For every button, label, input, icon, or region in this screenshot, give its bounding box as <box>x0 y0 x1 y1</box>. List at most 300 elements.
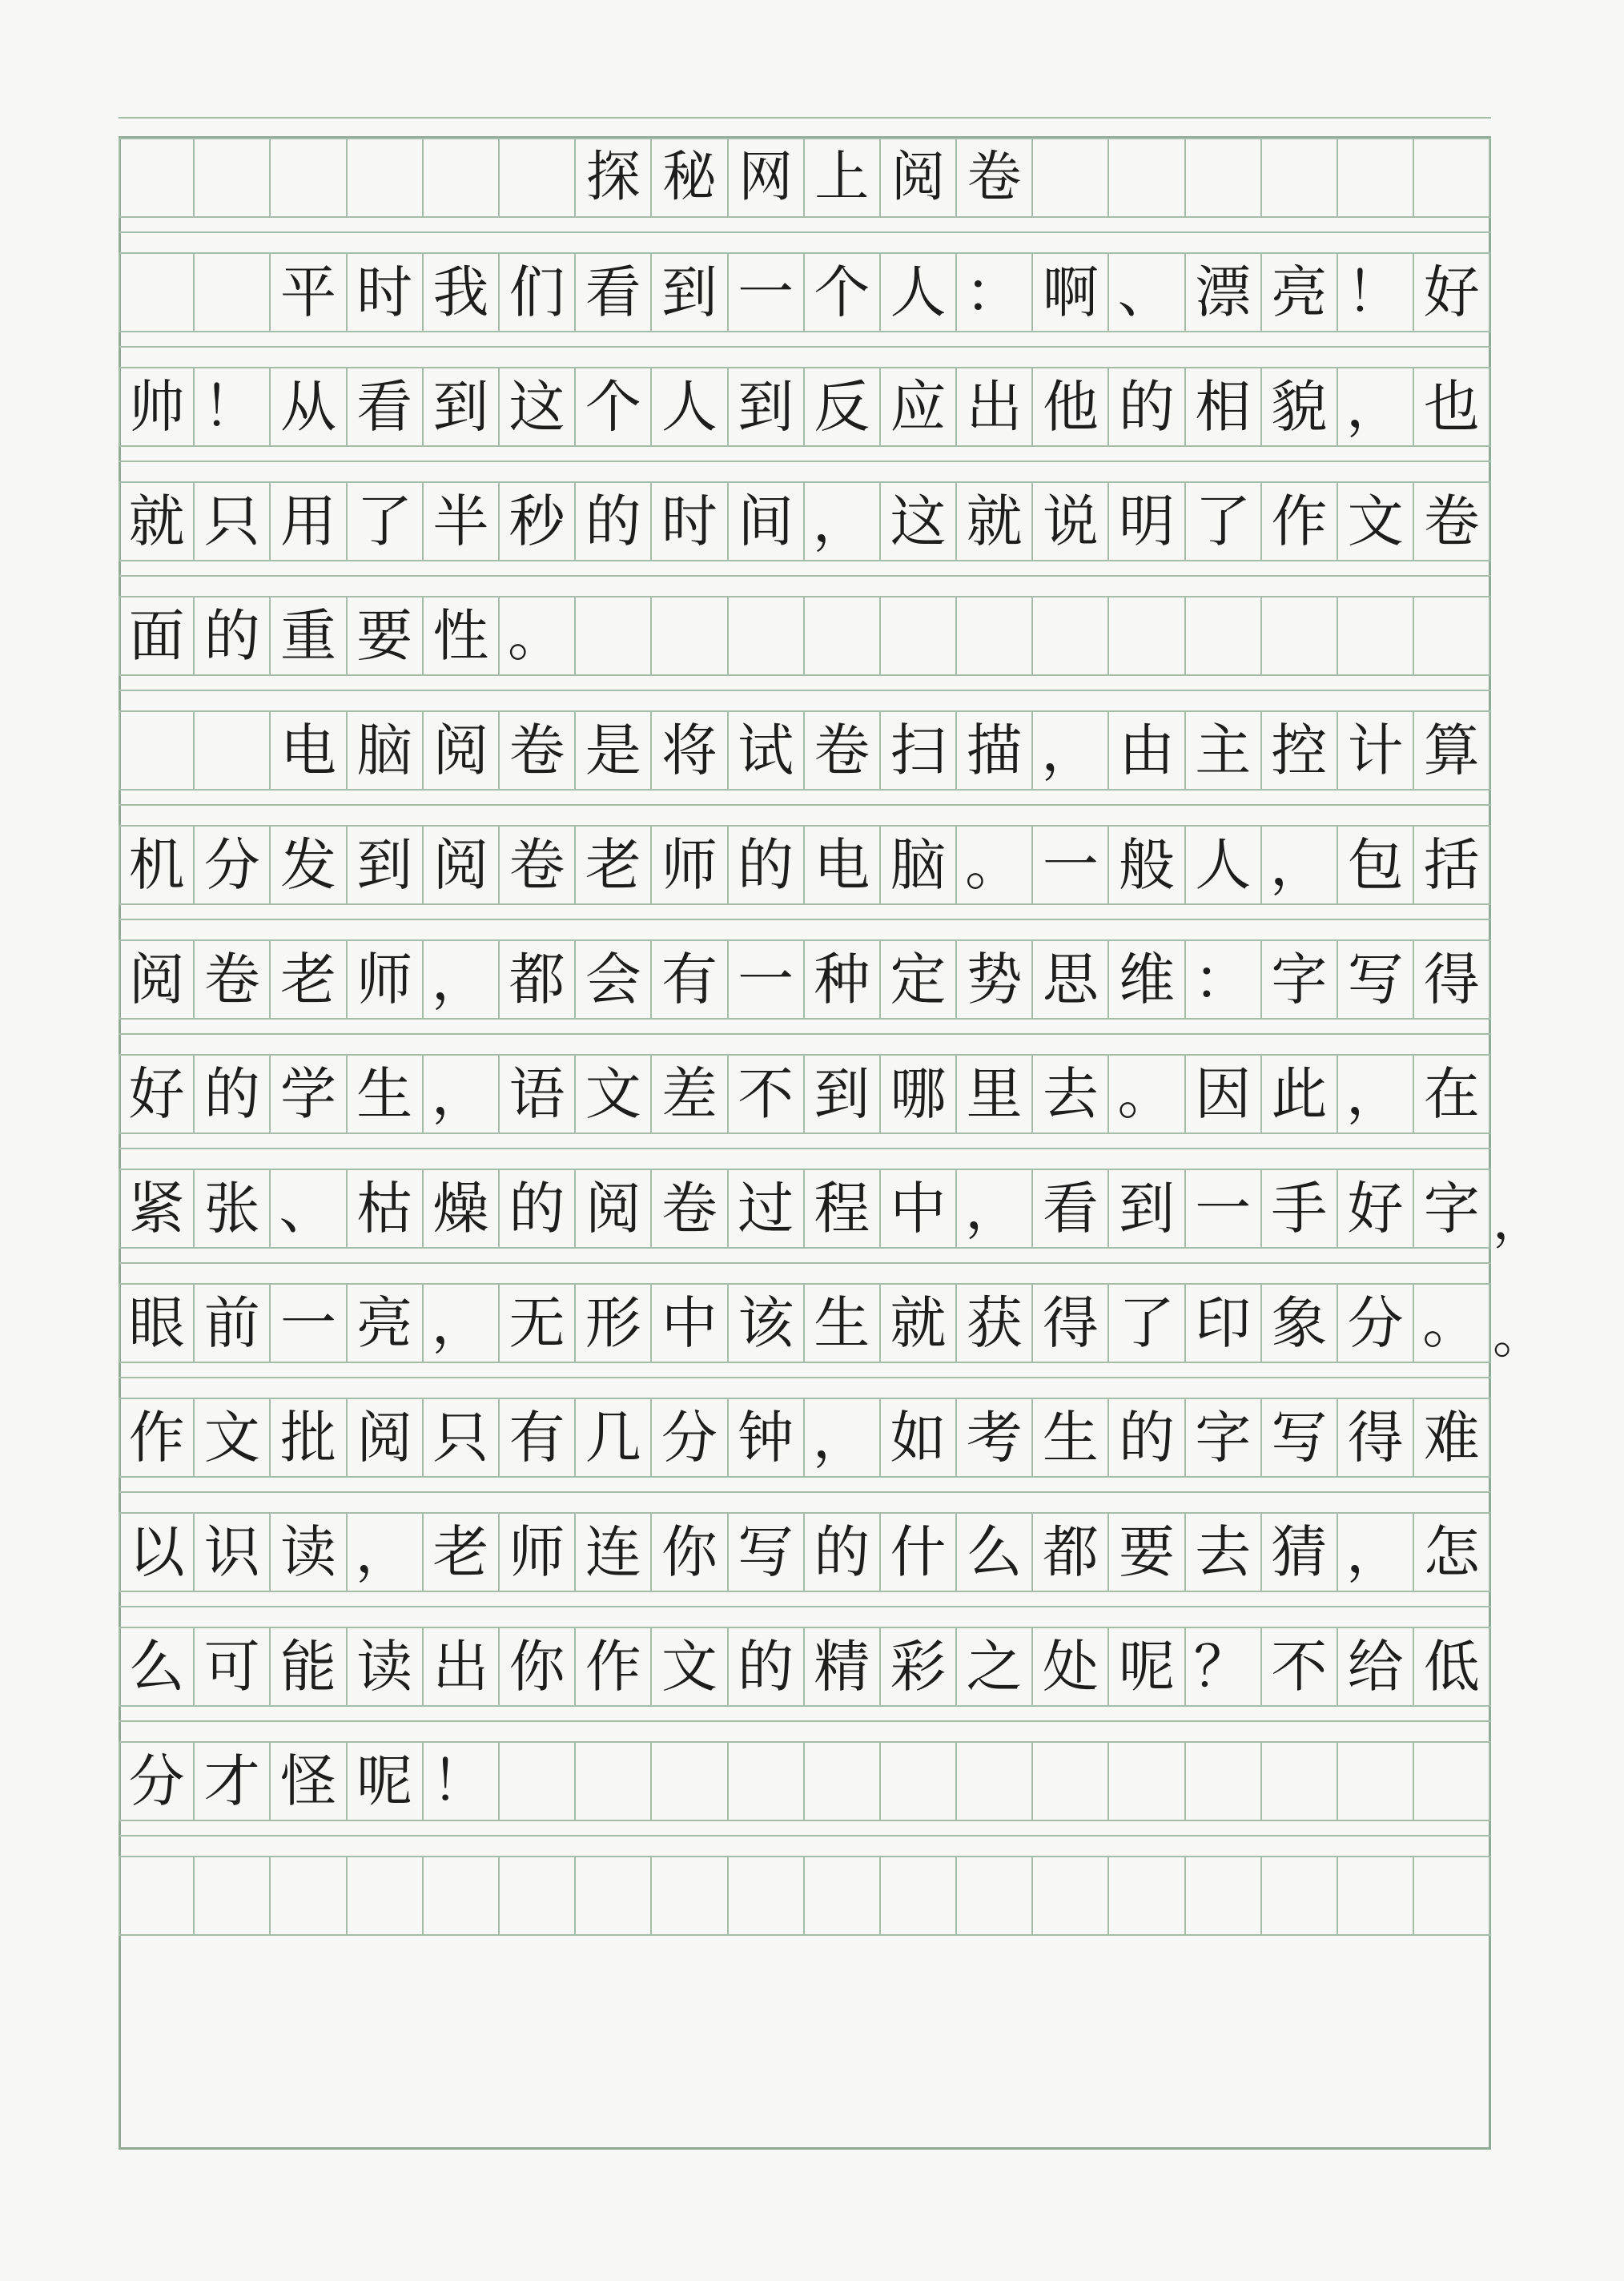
grid-cell <box>1033 596 1109 676</box>
grid-cell: 帅 <box>119 367 195 447</box>
grid-cell: 过 <box>729 1169 805 1249</box>
grid-cell <box>881 1741 957 1821</box>
grid-cell: ， <box>424 939 500 1020</box>
grid-cell: ？ <box>1186 1627 1262 1707</box>
grid-cell: 到 <box>805 1054 881 1134</box>
grid-row <box>119 481 1491 561</box>
grid-cell: 脑 <box>881 825 957 905</box>
grid-cell: ， <box>1262 825 1338 905</box>
grid-cell: 人 <box>1186 825 1262 905</box>
grid-cell: 到 <box>348 825 424 905</box>
grid-cell: 卷 <box>500 825 576 905</box>
grid-cell <box>1033 1856 1109 1936</box>
grid-cell: 到 <box>1109 1169 1185 1249</box>
grid-cell: 这 <box>881 481 957 561</box>
grid-cell: 他 <box>1033 367 1109 447</box>
grid-cell: 写 <box>729 1512 805 1592</box>
grid-cell <box>729 1741 805 1821</box>
grid-row <box>119 1054 1491 1134</box>
grid-cell: 。 <box>957 825 1033 905</box>
grid-cell: 包 <box>1338 825 1414 905</box>
grid-cell: 以 <box>119 1512 195 1592</box>
grid-cell <box>1338 596 1414 676</box>
grid-cell: 阅 <box>119 939 195 1020</box>
grid-cell: 有 <box>500 1398 576 1478</box>
grid-cell: 难 <box>1414 1398 1490 1478</box>
grid-row <box>119 252 1491 332</box>
grid-cell <box>729 1856 805 1936</box>
grid-cell <box>1033 1741 1109 1821</box>
title-char-cell: 阅 <box>881 138 957 218</box>
grid-cell <box>1414 1856 1490 1936</box>
grid-cell: 么 <box>957 1512 1033 1592</box>
grid-row <box>119 825 1491 905</box>
title-char-cell <box>119 138 195 218</box>
grid-cell: 卷 <box>500 710 576 791</box>
grid-cell <box>957 596 1033 676</box>
grid-cell: 一 <box>729 939 805 1020</box>
grid-cell: 卷 <box>195 939 271 1020</box>
grid-cell: 怪 <box>271 1741 347 1821</box>
grid-cell: 种 <box>805 939 881 1020</box>
grid-cell: 里 <box>957 1054 1033 1134</box>
grid-cell: 好 <box>1414 252 1490 332</box>
title-char-cell: 卷 <box>957 138 1033 218</box>
grid-cell: 学 <box>271 1054 347 1134</box>
grid-cell: 也 <box>1414 367 1490 447</box>
grid-cell: 好 <box>1338 1169 1414 1249</box>
grid-cell: 彩 <box>881 1627 957 1707</box>
grid-cell: 读 <box>348 1627 424 1707</box>
grid-cell: 分 <box>1338 1283 1414 1363</box>
grid-cell: 文 <box>195 1398 271 1478</box>
grid-cell: ， <box>1338 1054 1414 1134</box>
grid-cell: 一 <box>1033 825 1109 905</box>
grid-cell <box>957 1741 1033 1821</box>
grid-cell: 得 <box>1338 1398 1414 1478</box>
grid-cell: 呢 <box>348 1741 424 1821</box>
grid-cell: 写 <box>1262 1398 1338 1478</box>
grid-cell <box>1109 1741 1185 1821</box>
grid-cell: 差 <box>652 1054 728 1134</box>
grid-cell: 主 <box>1186 710 1262 791</box>
grid-cell <box>652 596 728 676</box>
margin-overflow-punctuation: 。 <box>1493 1306 1544 1366</box>
grid-cell: 维 <box>1109 939 1185 1020</box>
grid-row <box>119 1512 1491 1592</box>
grid-cell: 反 <box>805 367 881 447</box>
grid-cell: 紧 <box>119 1169 195 1249</box>
grid-cell: 看 <box>1033 1169 1109 1249</box>
grid-cell: 都 <box>1033 1512 1109 1592</box>
title-char-cell <box>195 138 271 218</box>
grid-cell <box>1338 1741 1414 1821</box>
grid-cell: 出 <box>957 367 1033 447</box>
grid-cell <box>1414 596 1490 676</box>
grid-cell: 就 <box>881 1283 957 1363</box>
grid-cell: 手 <box>1262 1169 1338 1249</box>
grid-cell: 什 <box>881 1512 957 1592</box>
grid-cell <box>1186 1856 1262 1936</box>
grid-cell: 一 <box>729 252 805 332</box>
grid-cell <box>271 1856 347 1936</box>
grid-cell: 将 <box>652 710 728 791</box>
grid-cell: 能 <box>271 1627 347 1707</box>
grid-cell: 电 <box>271 710 347 791</box>
grid-cell: 生 <box>805 1283 881 1363</box>
grid-row <box>119 1398 1491 1478</box>
grid-cell: 印 <box>1186 1283 1262 1363</box>
grid-cell: 的 <box>1109 1398 1185 1478</box>
grid-cell: 半 <box>424 481 500 561</box>
grid-cell: 就 <box>119 481 195 561</box>
grid-cell: 扫 <box>881 710 957 791</box>
grid-cell: 到 <box>424 367 500 447</box>
grid-cell: 只 <box>195 481 271 561</box>
grid-cell: 们 <box>500 252 576 332</box>
margin-overflow-punctuation: ， <box>1493 1192 1544 1251</box>
grid-cell: 了 <box>1186 481 1262 561</box>
grid-cell: 卷 <box>652 1169 728 1249</box>
grid-cell: 枯 <box>348 1169 424 1249</box>
grid-cell: ！ <box>195 367 271 447</box>
title-char-cell <box>348 138 424 218</box>
grid-cell: 因 <box>1186 1054 1262 1134</box>
grid-cell: 阅 <box>348 1398 424 1478</box>
grid-cell: ， <box>1338 1512 1414 1592</box>
grid-cell: 程 <box>805 1169 881 1249</box>
grid-cell <box>652 1856 728 1936</box>
grid-row <box>119 596 1491 676</box>
grid-cell: 老 <box>424 1512 500 1592</box>
grid-cell: ， <box>957 1169 1033 1249</box>
grid-cell: 字 <box>1414 1169 1490 1249</box>
grid-cell <box>119 710 195 791</box>
grid-cell: 性 <box>424 596 500 676</box>
grid-cell: 张 <box>195 1169 271 1249</box>
grid-cell: 人 <box>881 252 957 332</box>
grid-cell <box>1186 596 1262 676</box>
grid-cell: 会 <box>576 939 652 1020</box>
grid-cell: 的 <box>1109 367 1185 447</box>
grid-cell <box>652 1741 728 1821</box>
grid-cell: 的 <box>805 1512 881 1592</box>
grid-cell: 我 <box>424 252 500 332</box>
grid-cell: 个 <box>805 252 881 332</box>
grid-row <box>119 1856 1491 1936</box>
grid-cell: 生 <box>348 1054 424 1134</box>
grid-cell: ， <box>805 1398 881 1478</box>
grid-cell <box>348 1856 424 1936</box>
grid-cell: 的 <box>576 481 652 561</box>
grid-cell <box>1109 596 1185 676</box>
grid-cell: 卷 <box>805 710 881 791</box>
grid-cell: 你 <box>652 1512 728 1592</box>
grid-cell: 老 <box>271 939 347 1020</box>
grid-cell: 相 <box>1186 367 1262 447</box>
grid-cell: 算 <box>1414 710 1490 791</box>
grid-cell: 识 <box>195 1512 271 1592</box>
grid-cell: 都 <box>500 939 576 1020</box>
title-char-cell <box>1414 138 1490 218</box>
grid-cell: 考 <box>957 1398 1033 1478</box>
grid-cell <box>576 1741 652 1821</box>
grid-cell: 要 <box>348 596 424 676</box>
grid-cell: 应 <box>881 367 957 447</box>
grid-cell <box>1414 1741 1490 1821</box>
grid-cell: 猜 <box>1262 1512 1338 1592</box>
grid-cell: 阅 <box>424 710 500 791</box>
title-char-cell: 秘 <box>652 138 728 218</box>
grid-cell <box>500 1741 576 1821</box>
grid-cell: 分 <box>652 1398 728 1478</box>
grid-cell: 无 <box>500 1283 576 1363</box>
grid-cell: 势 <box>957 939 1033 1020</box>
grid-cell: 作 <box>1262 481 1338 561</box>
grid-cell: 。 <box>1414 1283 1490 1363</box>
grid-cell: 机 <box>119 825 195 905</box>
grid-cell: 看 <box>348 367 424 447</box>
grid-cell <box>1186 1741 1262 1821</box>
grid-cell: 的 <box>195 596 271 676</box>
grid-cell: 。 <box>500 596 576 676</box>
grid-cell: 精 <box>805 1627 881 1707</box>
grid-cell: 这 <box>500 367 576 447</box>
title-char-cell <box>1033 138 1109 218</box>
grid-row <box>119 367 1491 447</box>
grid-cell: 可 <box>195 1627 271 1707</box>
grid-cell: 眼 <box>119 1283 195 1363</box>
grid-cell: 面 <box>119 596 195 676</box>
grid-cell <box>195 252 271 332</box>
grid-cell: 读 <box>271 1512 347 1592</box>
grid-cell: 怎 <box>1414 1512 1490 1592</box>
grid-cell: 语 <box>500 1054 576 1134</box>
grid-row <box>119 1169 1491 1249</box>
grid-cell: 连 <box>576 1512 652 1592</box>
grid-cell <box>729 596 805 676</box>
grid-cell: 阅 <box>424 825 500 905</box>
grid-cell <box>1262 1856 1338 1936</box>
grid-cell: 字 <box>1186 1398 1262 1478</box>
grid-cell: 呢 <box>1109 1627 1185 1707</box>
grid-cell: 分 <box>195 825 271 905</box>
grid-cell: 、 <box>271 1169 347 1249</box>
grid-cell: 中 <box>652 1283 728 1363</box>
grid-cell: 之 <box>957 1627 1033 1707</box>
grid-cell: 亮 <box>348 1283 424 1363</box>
grid-cell: 就 <box>957 481 1033 561</box>
grid-cell <box>119 252 195 332</box>
grid-cell: 得 <box>1414 939 1490 1020</box>
grid-cell: 几 <box>576 1398 652 1478</box>
grid-cell: 一 <box>271 1283 347 1363</box>
grid-cell: 形 <box>576 1283 652 1363</box>
grid-cell: 人 <box>652 367 728 447</box>
grid-cell: 处 <box>1033 1627 1109 1707</box>
grid-cell: 师 <box>652 825 728 905</box>
title-char-cell <box>1109 138 1185 218</box>
grid-cell <box>881 596 957 676</box>
grid-cell: 老 <box>576 825 652 905</box>
grid-row <box>119 710 1491 791</box>
grid-cell: 象 <box>1262 1283 1338 1363</box>
grid-cell: 文 <box>1338 481 1414 561</box>
title-row <box>119 138 1491 218</box>
title-char-cell <box>1186 138 1262 218</box>
grid-cell: 字 <box>1262 939 1338 1020</box>
grid-cell: 低 <box>1414 1627 1490 1707</box>
grid-cell: 才 <box>195 1741 271 1821</box>
grid-cell: 计 <box>1338 710 1414 791</box>
grid-cell <box>195 1856 271 1936</box>
grid-cell <box>424 1856 500 1936</box>
grid-cell <box>957 1856 1033 1936</box>
grid-cell: 师 <box>500 1512 576 1592</box>
grid-cell: 哪 <box>881 1054 957 1134</box>
grid-cell: 此 <box>1262 1054 1338 1134</box>
grid-cell: 给 <box>1338 1627 1414 1707</box>
grid-cell: 明 <box>1109 481 1185 561</box>
title-char-cell: 上 <box>805 138 881 218</box>
grid-cell: 有 <box>652 939 728 1020</box>
grid-cell: 去 <box>1186 1512 1262 1592</box>
grid-cell <box>576 1856 652 1936</box>
grid-cell: 你 <box>500 1627 576 1707</box>
grid-cell: 在 <box>1414 1054 1490 1134</box>
grid-cell: 发 <box>271 825 347 905</box>
grid-cell <box>881 1856 957 1936</box>
grid-cell: 作 <box>576 1627 652 1707</box>
grid-cell: 漂 <box>1186 252 1262 332</box>
grid-cell <box>195 710 271 791</box>
grid-cell: 间 <box>729 481 805 561</box>
grid-cell: ， <box>1338 367 1414 447</box>
grid-row <box>119 1627 1491 1707</box>
grid-cell: 时 <box>652 481 728 561</box>
grid-cell: 由 <box>1109 710 1185 791</box>
grid-cell: 文 <box>576 1054 652 1134</box>
grid-cell: 不 <box>729 1054 805 1134</box>
grid-cell: 该 <box>729 1283 805 1363</box>
grid-cell: 中 <box>881 1169 957 1249</box>
grid-cell: 从 <box>271 367 347 447</box>
grid-cell: 不 <box>1262 1627 1338 1707</box>
grid-cell: ！ <box>424 1741 500 1821</box>
grid-cell: ， <box>348 1512 424 1592</box>
grid-cell: 只 <box>424 1398 500 1478</box>
grid-cell: 括 <box>1414 825 1490 905</box>
title-char-cell: 网 <box>729 138 805 218</box>
grid-row <box>119 939 1491 1020</box>
grid-cell: 试 <box>729 710 805 791</box>
grid-cell: 电 <box>805 825 881 905</box>
grid-cell: ， <box>424 1054 500 1134</box>
grid-cell: 获 <box>957 1283 1033 1363</box>
grid-cell: 控 <box>1262 710 1338 791</box>
grid-cell: 到 <box>729 367 805 447</box>
title-char-cell <box>424 138 500 218</box>
grid-cell <box>805 596 881 676</box>
grid-cell <box>1338 1856 1414 1936</box>
grid-cell <box>1262 596 1338 676</box>
grid-cell: 一 <box>1186 1169 1262 1249</box>
grid-cell: 生 <box>1033 1398 1109 1478</box>
grid-cell <box>500 1856 576 1936</box>
grid-cell: 钟 <box>729 1398 805 1478</box>
grid-cell: 得 <box>1033 1283 1109 1363</box>
grid-cell: 批 <box>271 1398 347 1478</box>
grid-cell: 文 <box>652 1627 728 1707</box>
grid-cell: 貌 <box>1262 367 1338 447</box>
grid-cell: ： <box>1186 939 1262 1020</box>
grid-cell: 写 <box>1338 939 1414 1020</box>
grid-row <box>119 1741 1491 1821</box>
grid-cell: 啊 <box>1033 252 1109 332</box>
grid-cell: 亮 <box>1262 252 1338 332</box>
grid-cell: 个 <box>576 367 652 447</box>
grid-cell: 前 <box>195 1283 271 1363</box>
grid-cell: ， <box>805 481 881 561</box>
grid-cell: 秒 <box>500 481 576 561</box>
grid-cell: 么 <box>119 1627 195 1707</box>
title-char-cell <box>500 138 576 218</box>
grid-cell: 阅 <box>576 1169 652 1249</box>
title-char-cell <box>1262 138 1338 218</box>
grid-cell: 定 <box>881 939 957 1020</box>
grid-cell: 师 <box>348 939 424 1020</box>
grid-cell: 是 <box>576 710 652 791</box>
grid-cell: ！ <box>1338 252 1414 332</box>
grid-cell: 燥 <box>424 1169 500 1249</box>
grid-cell: 说 <box>1033 481 1109 561</box>
grid-cell <box>805 1741 881 1821</box>
title-char-cell <box>1338 138 1414 218</box>
grid-cell: 的 <box>500 1169 576 1249</box>
grid-cell: 的 <box>195 1054 271 1134</box>
grid-cell: 描 <box>957 710 1033 791</box>
grid-cell: 去 <box>1033 1054 1109 1134</box>
grid-cell: 出 <box>424 1627 500 1707</box>
grid-cell: 的 <box>729 1627 805 1707</box>
grid-cell: 卷 <box>1414 481 1490 561</box>
grid-cell: 时 <box>348 252 424 332</box>
grid-cell: 看 <box>576 252 652 332</box>
grid-cell: 思 <box>1033 939 1109 1020</box>
grid-cell: 好 <box>119 1054 195 1134</box>
grid-cell: 要 <box>1109 1512 1185 1592</box>
grid-cell: 、 <box>1109 252 1185 332</box>
grid-cell: 了 <box>1109 1283 1185 1363</box>
grid-cell: 的 <box>729 825 805 905</box>
grid-cell: 如 <box>881 1398 957 1478</box>
grid-cell: ， <box>1033 710 1109 791</box>
grid-cell <box>1109 1856 1185 1936</box>
grid-cell: 平 <box>271 252 347 332</box>
grid-cell: 重 <box>271 596 347 676</box>
grid-cell <box>805 1856 881 1936</box>
grid-cell: 用 <box>271 481 347 561</box>
grid-cell: 脑 <box>348 710 424 791</box>
grid-cell: 分 <box>119 1741 195 1821</box>
grid-cell: 作 <box>119 1398 195 1478</box>
grid-cell: 了 <box>348 481 424 561</box>
grid-cell: 到 <box>652 252 728 332</box>
title-char-cell <box>271 138 347 218</box>
grid-cell: ： <box>957 252 1033 332</box>
grid-row <box>119 1283 1491 1363</box>
grid-cell <box>119 1856 195 1936</box>
